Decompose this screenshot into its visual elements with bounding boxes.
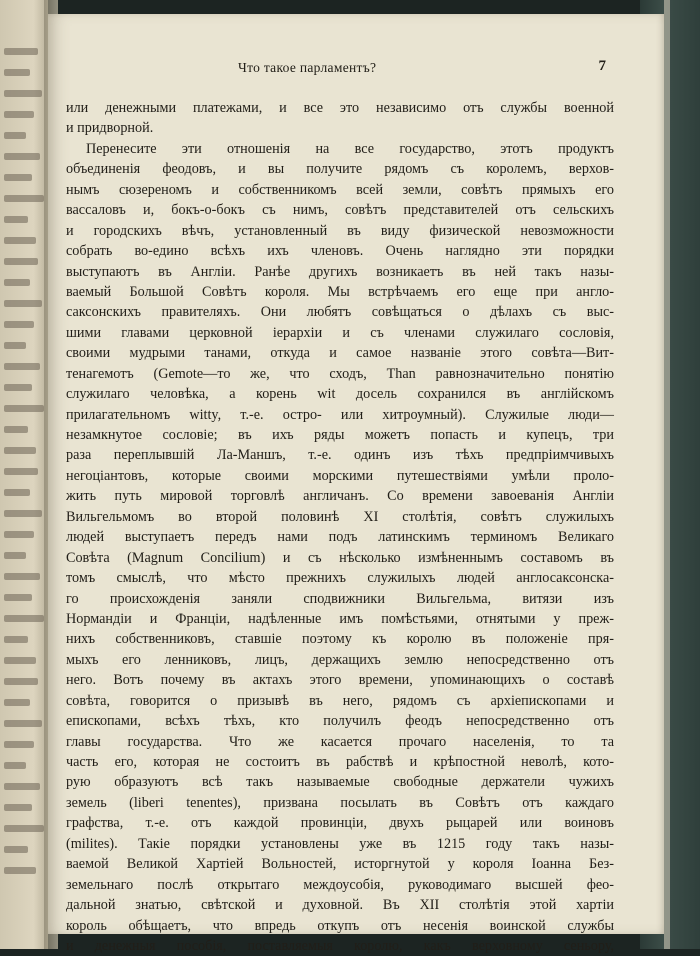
text-line: саксонскихъ правителяхъ. Они любятъ совѣщаться о дѣлахъ съ выс- (66, 304, 614, 321)
facing-page-text-fragment (4, 174, 32, 181)
facing-page-text-fragment (4, 741, 34, 748)
text-line: и городскихъ вѣчъ, установленный въ виду физической невозможности (66, 222, 614, 239)
text-line: мыхъ его ленниковъ, лицъ, держащихъ землю непосредственно отъ (66, 651, 614, 668)
facing-page-text-fragment (4, 258, 38, 265)
text-line: Вильгельмомъ во второй половинѣ XI столѣтія, совѣтъ служилыхъ (66, 508, 614, 525)
facing-page-text-fragment (4, 825, 44, 832)
facing-page-text-fragment (4, 132, 26, 139)
facing-page-text-fragment (4, 90, 42, 97)
text-line: и придворной. (66, 120, 154, 137)
facing-page-text-fragment (4, 300, 42, 307)
text-line: него. Вотъ почему въ актахъ этого времени, упоминающихъ о составѣ (66, 672, 614, 689)
facing-page-text-fragment (4, 237, 36, 244)
facing-page-text-fragment (4, 447, 36, 454)
text-line: томъ смыслѣ, что мѣсто прежнихъ служилыхъ людей англосаксонска- (66, 570, 614, 587)
text-line: людей выступаетъ передъ нами подъ латинскимъ терминомъ Великаго (66, 529, 614, 546)
previous-page-edge (0, 0, 48, 949)
text-line: земель (liberi tenentes), призвана посылать въ Совѣтъ отъ каждаго (66, 794, 614, 811)
facing-page-text-fragment (4, 426, 28, 433)
facing-page-text-fragment (4, 573, 40, 580)
text-line: негоціантовъ, которые своими морскими путешествіями умѣли проло- (66, 467, 614, 484)
facing-page-text-fragment (4, 762, 26, 769)
facing-page-text-fragment (4, 720, 42, 727)
text-line: король обѣщаетъ, что впредь откупъ отъ несенія воинской службы (66, 917, 614, 934)
text-line: го происхожденія заняли сподвижники Вильгельма, витязи изъ (66, 590, 614, 607)
text-line: епископами, всѣхъ тѣхъ, кто получилъ феодъ непосредственно отъ (66, 713, 614, 730)
text-line: часть его, которая не состоитъ въ рабствѣ и крѣпостной неволѣ, кото- (66, 754, 614, 770)
facing-page-text-fragment (4, 405, 44, 412)
facing-page-text-fragment (4, 489, 30, 496)
facing-page-text-fragment (4, 153, 40, 160)
facing-page-text-fragment (4, 657, 36, 664)
facing-page-text-fragment (4, 867, 36, 874)
text-line: тенагемотъ (Gemote—то же, что сходъ, Than равнозначительно понятію (66, 365, 614, 382)
facing-page-text-fragment (4, 552, 26, 559)
text-line: главы государства. Что же касается прочаго населенія, то та (66, 733, 614, 750)
text-line: своими мудрыми танами, откуда и самое названіе этого совѣта—Вит- (66, 345, 614, 362)
facing-page-text-fragment (4, 804, 32, 811)
facing-page-text-fragment (4, 594, 32, 601)
text-line: Нормандіи и Франціи, надѣленные имъ помѣстьями, отнятыми у преж- (66, 610, 614, 627)
text-line: Перенесите эти отношенія на все государство, этотъ продуктъ (86, 140, 614, 157)
text-line: жить путь мировой торговлѣ англичанъ. Со времени завоеванія Англіи (66, 488, 614, 505)
facing-page-text-fragment (4, 279, 30, 286)
facing-page-text-fragment (4, 531, 34, 538)
text-line: или денежными платежами, и все это независимо отъ службы военной (66, 100, 614, 116)
text-line: и денежныя пособія, поставляемыя королю, какъ верховному сеньору, (66, 937, 614, 954)
facing-page-text-fragment (4, 783, 40, 790)
cover-edge (664, 0, 670, 949)
facing-page-text-fragment (4, 111, 34, 118)
text-line: земельнаго послѣ открытаго междоусобія, руководимаго высшей фео- (66, 876, 614, 893)
text-line: собрать во-едино всѣхъ ихъ членовъ. Очень наглядно эти порядки (66, 243, 614, 260)
text-line: ваемый Большой Совѣтъ короля. Мы встрѣчаемъ его еще при англо- (66, 283, 614, 300)
text-line: рую образуютъ всѣ такъ называемые свободные держатели чужихъ (66, 774, 614, 791)
text-line: вассаловъ и, бокъ-о-бокъ съ нимъ, совѣтъ представителей отъ сельскихъ (66, 202, 614, 219)
page-number: 7 (598, 58, 606, 74)
text-line: прилагательномъ witty, т.-е. остро- или хитроумный). Служилые люди— (66, 406, 614, 423)
facing-page-text-fragment (4, 342, 26, 349)
text-line: незамкнутое сословіе; въ ихъ ряды можетъ попасть и купецъ, три (66, 427, 614, 443)
facing-page-text-fragment (4, 69, 30, 76)
text-line: служилаго человѣка, а корень wit досель сохранился въ англійскомъ (66, 386, 614, 403)
text-line: (milites). Такіе порядки установлены уже въ 1215 году такъ назы- (66, 835, 614, 852)
facing-page-text-fragment (4, 48, 38, 55)
text-line: объединенія феодовъ, и вы получите рядомъ съ королемъ, верхов- (66, 161, 614, 178)
text-line: совѣта, говорится о призывѣ въ него, рядомъ съ архіепископами и (66, 692, 614, 709)
text-line: ваемой Великой Хартіей Вольностей, исторгнутой у короля Іоанна Без- (66, 856, 614, 873)
text-line: раза переплывшій Ла-Маншъ, т.-е. одинъ изъ тѣхъ предпріимчивыхъ (66, 447, 614, 464)
facing-page-text-fragment (4, 363, 40, 370)
facing-page-text-fragment (4, 510, 42, 517)
text-line: дальной знатью, свѣтской и духовной. Въ XII столѣтія этой хартіи (66, 897, 614, 914)
facing-page-text-fragment (4, 699, 30, 706)
text-line: нихъ собственниковъ, ставшіе поэтому къ королю въ положеніе пря- (66, 631, 614, 648)
facing-page-text-fragment (4, 615, 44, 622)
book-page (48, 14, 664, 954)
text-line: выступаютъ въ Англіи. Ранѣе другихъ возникаетъ въ ней такъ назы- (66, 263, 614, 280)
body-text (66, 98, 614, 956)
text-line: шими главами церковной іерархіи и съ членами служилаго сословія, (66, 324, 614, 341)
facing-page-text-fragment (4, 321, 34, 328)
facing-page-text-fragment (4, 195, 44, 202)
text-line: графства, т.-е. отъ каждой провинціи, двухъ рыцарей или воиновъ (66, 815, 614, 832)
text-line: Совѣта (Magnum Concilium) и съ нѣсколько измѣненнымъ составомъ въ (66, 549, 614, 566)
facing-page-text-fragment (4, 636, 28, 643)
facing-page-text-fragment (4, 468, 38, 475)
facing-page-text-fragment (4, 846, 28, 853)
facing-page-text-fragment (4, 678, 38, 685)
text-line: нымъ сюзереномъ и собственникомъ всей земли, совѣтъ прямыхъ его (66, 181, 614, 198)
facing-page-text-fragment (4, 384, 32, 391)
running-head: Что такое парламентъ? (238, 60, 377, 75)
facing-page-text-fragment (4, 216, 28, 223)
